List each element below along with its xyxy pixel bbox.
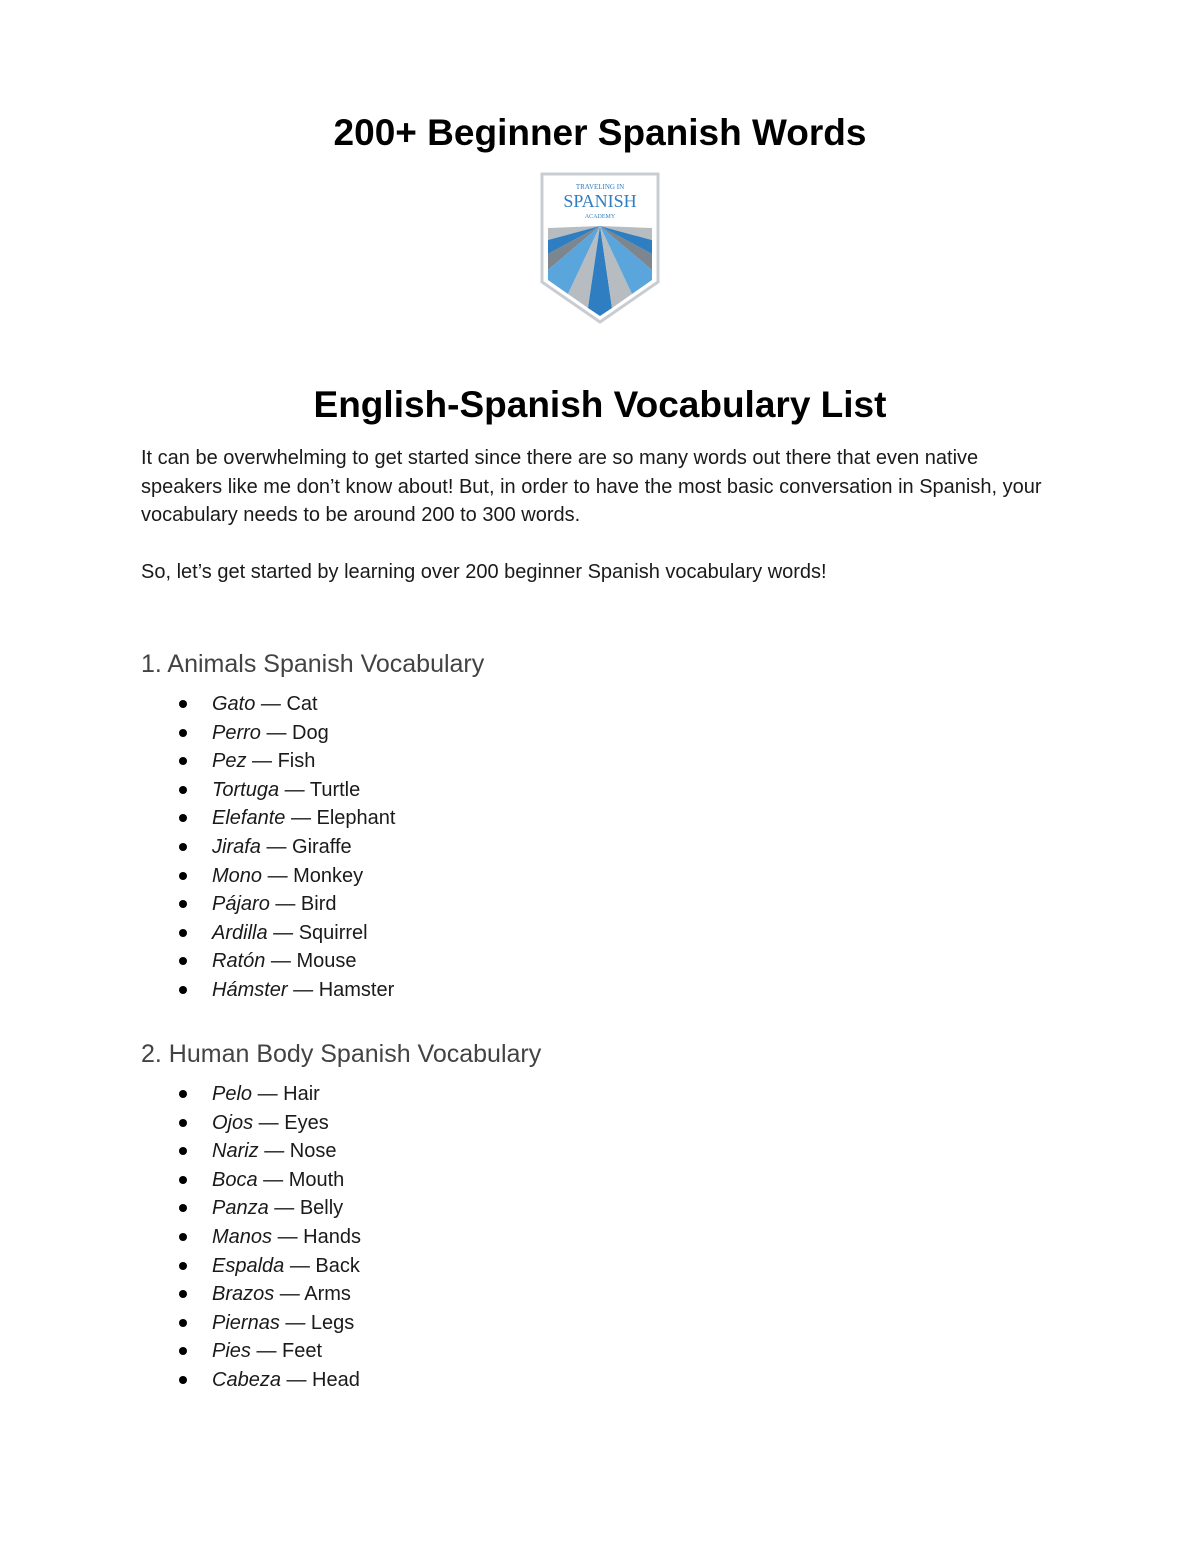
spanish-word: Mono [212,864,263,887]
spanish-word: Pájaro [212,893,270,916]
list-item [141,1080,361,1109]
spanish-word: Ardilla [212,921,268,944]
list-item [141,947,395,976]
bullet-icon [179,1119,187,1127]
english-translation: — Bird [269,893,337,916]
list-item [141,1137,361,1166]
english-translation: — Turtle [279,778,361,801]
list-item [141,1309,361,1338]
list-item [141,804,395,833]
intro-paragraph-2: So, let’s get started by learning over 200 beginner Spanish vocabulary words! [141,561,827,583]
bullet-icon [179,1204,187,1212]
intro-paragraph: It can be overwhelming to get started since there are so many words out there that even native speakers like me don’t know about! But, in order to have the most basic conversation in Spanish, your vocabulary needs to be around 200 to 300 words. [141,447,1042,526]
english-translation: — Squirrel [267,921,368,944]
spanish-word: Brazos [212,1283,275,1306]
list-item [141,1337,361,1366]
english-translation: — Mouth [257,1168,345,1191]
bullet-icon [179,1347,187,1355]
bullet-icon [179,757,187,765]
list-item [141,833,395,862]
bullet-icon [179,843,187,851]
english-translation: — Monkey [262,864,364,887]
section-title: English-Spanish Vocabulary List [313,384,887,425]
vocab-list-human-body [141,1080,361,1395]
spanish-word: Ojos [212,1111,254,1134]
spanish-word: Pies [212,1340,251,1363]
bullet-icon [179,1376,187,1384]
spanish-word: Pelo [212,1083,253,1105]
spanish-word: Manos [212,1225,273,1248]
english-translation: — Head [280,1368,360,1391]
spanish-word: Jirafa [212,835,261,858]
english-translation: — Eyes [253,1111,329,1134]
english-translation: — Giraffe [260,835,352,858]
list-item [141,976,395,1005]
svg-text:TRAVELING IN: TRAVELING IN [575,183,625,191]
category-heading-human-body: 2. Human Body Spanish Vocabulary [141,1040,542,1068]
list-item [141,1280,361,1309]
spanish-word: Hámster [212,978,288,1001]
bullet-icon [179,900,187,908]
spanish-word: Nariz [212,1140,259,1163]
english-translation: — Dog [260,721,329,744]
english-translation: — Belly [268,1197,344,1220]
list-item [141,890,395,919]
shield-logo-icon [538,170,662,325]
bullet-icon [179,1176,187,1184]
spanish-word: Tortuga [212,778,280,801]
spanish-word: Elefante [212,807,286,830]
list-item [141,919,395,948]
spanish-word: Boca [212,1168,258,1191]
bullet-icon [179,1233,187,1241]
english-translation: — Cat [255,693,318,715]
bullet-icon [179,814,187,822]
list-item [141,1223,361,1252]
list-item [141,1252,361,1281]
bullet-icon [179,929,187,937]
list-item [141,1194,361,1223]
bullet-icon [179,729,187,737]
list-item [141,747,395,776]
bullet-icon [179,872,187,880]
english-translation: — Nose [258,1140,337,1163]
bullet-icon [179,957,187,965]
spanish-word: Pez [212,750,247,773]
spanish-word: Perro [212,721,261,744]
list-item [141,862,395,891]
bullet-icon [179,700,187,708]
english-translation: — Hamster [287,978,395,1001]
bullet-icon [179,1090,187,1098]
bullet-icon [179,1262,187,1270]
english-translation: — Hair [252,1083,320,1105]
bullet-icon [179,1147,187,1155]
category-heading-animals: 1. Animals Spanish Vocabulary [141,650,485,678]
bullet-icon [179,786,187,794]
svg-text:ACADEMY: ACADEMY [584,214,616,220]
spanish-word: Espalda [212,1254,285,1277]
spanish-word: Gato [212,693,256,715]
list-item [141,776,395,805]
english-translation: — Mouse [265,950,357,973]
list-item [141,1109,361,1138]
vocab-list-animals [141,690,395,1005]
english-translation: — Hands [272,1225,361,1248]
spanish-word: Piernas [212,1311,280,1334]
svg-text:SPANISH: SPANISH [563,191,637,211]
english-translation: — Arms [274,1283,351,1306]
bullet-icon [179,1319,187,1327]
english-translation: — Legs [279,1311,355,1334]
english-translation: — Fish [246,750,316,773]
list-item [141,690,395,719]
spanish-word: Panza [212,1197,269,1220]
list-item [141,719,395,748]
list-item [141,1366,361,1395]
english-translation: — Elephant [285,807,396,830]
english-translation: — Feet [250,1340,323,1363]
list-item [141,1166,361,1195]
bullet-icon [179,986,187,994]
spanish-word: Ratón [212,950,266,973]
spanish-word: Cabeza [212,1368,281,1391]
bullet-icon [179,1290,187,1298]
academy-logo [538,170,662,325]
document-title: 200+ Beginner Spanish Words [333,112,867,153]
english-translation: — Back [284,1254,360,1277]
